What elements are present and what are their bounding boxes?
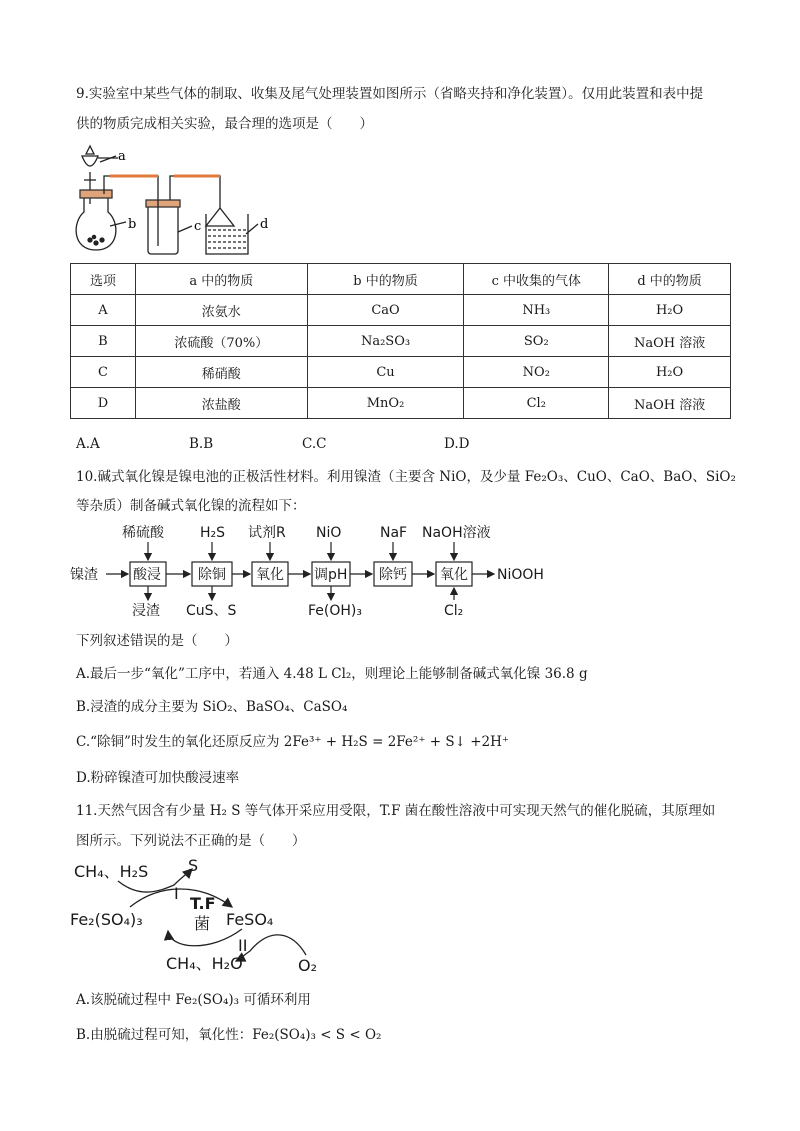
label-c: c — [194, 219, 202, 234]
table-cell: Na₂SO₃ — [307, 326, 464, 357]
table-header-cell: b 中的物质 — [307, 264, 464, 295]
table-cell: H₂O — [609, 295, 731, 326]
catalyst-label-2: 菌 — [194, 914, 211, 933]
step-label: 除铜 — [198, 567, 226, 583]
table-header-cell: d 中的物质 — [609, 264, 731, 295]
input-label: NiO — [316, 525, 342, 541]
input-label: 稀硫酸 — [122, 525, 164, 541]
table-cell: B — [71, 326, 136, 357]
q11-option-a[interactable]: A.该脱硫过程中 Fe₂(SO₄)₃ 可循环利用 — [76, 992, 311, 1008]
q11-option-b[interactable]: B.由脱硫过程可知，氧化性：Fe₂(SO₄)₃ < S < O₂ — [76, 1027, 382, 1043]
catalyst-label: T.F — [190, 894, 216, 913]
table-row — [71, 295, 731, 326]
table-cell: 浓盐酸 — [135, 388, 307, 419]
table-cell: NaOH 溶液 — [609, 326, 731, 357]
table-row — [71, 357, 731, 388]
flow-start-label: 镍渣 — [70, 567, 98, 583]
table-cell: CaO — [307, 295, 464, 326]
output-label: 浸渣 — [132, 603, 160, 619]
table-header-cell: a 中的物质 — [135, 264, 307, 295]
table-cell: C — [71, 357, 136, 388]
q9-choice-a[interactable]: A.A — [76, 436, 100, 452]
step-label: 调pH — [314, 567, 348, 583]
desulfurization-cycle-diagram — [70, 855, 340, 979]
q11-stem-line1: 11.天然气因含有少量 H₂ S 等气体开采应用受限，T.F 菌在酸性溶液中可实现天然气的催化脱硫，其原理如 — [76, 803, 716, 819]
q9-choice-b[interactable]: B.B — [189, 436, 214, 452]
label-d: d — [260, 217, 269, 232]
q9-stem-line2: 供的物质完成相关实验，最合理的选项是（ ） — [76, 116, 373, 132]
left-compound-label: Fe₂(SO₄)₃ — [70, 910, 143, 929]
input-label: NaF — [380, 525, 408, 541]
table-cell: MnO₂ — [307, 388, 464, 419]
label-b: b — [128, 217, 137, 232]
q10-option-d[interactable]: D.粉碎镍渣可加快酸浸速率 — [76, 770, 240, 786]
input-label: NaOH溶液 — [422, 525, 491, 541]
q9-options-table — [70, 263, 731, 419]
table-cell: Cl₂ — [464, 388, 609, 419]
separatory-funnel-icon — [82, 156, 98, 166]
table-cell: NO₂ — [464, 357, 609, 388]
funnel-stopper-icon — [86, 146, 94, 154]
collecting-bottle-icon — [148, 204, 178, 254]
process-flow-diagram — [70, 520, 570, 626]
table-cell: NaOH 溶液 — [609, 388, 731, 419]
table-header-cell: 选项 — [71, 264, 136, 295]
step-label: 氧化 — [440, 567, 468, 583]
bottom-input-label: Cl₂ — [444, 603, 464, 619]
table-cell: A — [71, 295, 136, 326]
table-cell: 浓氨水 — [135, 295, 307, 326]
inverted-funnel-icon — [206, 208, 234, 226]
input-label: 试剂R — [248, 525, 286, 541]
q9-choice-c[interactable]: C.C — [302, 436, 327, 452]
step-1-label: I — [174, 884, 179, 903]
q9-stem-line1: 9.实验室中某些气体的制取、收集及尾气处理装置如图所示（省略夹持和净化装置）。仅用此装置和表中提 — [76, 86, 704, 102]
gas-apparatus-diagram — [70, 142, 290, 260]
q9-choice-d[interactable]: D.D — [444, 436, 470, 452]
table-row — [71, 388, 731, 419]
step-label: 除钙 — [379, 567, 407, 583]
label-a: a — [118, 149, 126, 164]
output-label: CuS、S — [186, 603, 237, 619]
table-cell: Cu — [307, 357, 464, 388]
table-cell: H₂O — [609, 357, 731, 388]
step-label: 酸浸 — [133, 567, 161, 583]
q11-stem-line2: 图所示。下列说法不正确的是（ ） — [76, 833, 306, 849]
table-header-cell: c 中收集的气体 — [464, 264, 609, 295]
step-label: 氧化 — [256, 567, 284, 583]
step-2-label: II — [238, 936, 248, 955]
right-compound-label: FeSO₄ — [226, 910, 274, 929]
q10-option-a[interactable]: A.最后一步“氧化”工序中，若通入 4.48 L Cl₂，则理论上能够制备碱式氧化镍 36.8 g — [76, 666, 588, 682]
q10-stem-line2: 等杂质）制备碱式氧化镍的流程如下： — [76, 498, 306, 514]
flow-end-label: NiOOH — [497, 567, 544, 583]
table-cell: D — [71, 388, 136, 419]
table-row — [71, 326, 731, 357]
output-bottom-label: CH₄、H₂O — [166, 954, 243, 973]
table-cell: 浓硫酸（70%） — [135, 326, 307, 357]
q10-option-b[interactable]: B.浸渣的成分主要为 SiO₂、BaSO₄、CaSO₄ — [76, 699, 348, 715]
input-label: H₂S — [200, 525, 226, 541]
output-label: Fe(OH)₃ — [308, 603, 362, 619]
table-cell: NH₃ — [464, 295, 609, 326]
table-cell: SO₂ — [464, 326, 609, 357]
table-header-row — [71, 264, 731, 295]
output-top-label: S — [188, 856, 199, 875]
q10-option-c[interactable]: C.“除铜”时发生的氧化还原反应为 2Fe³⁺ + H₂S = 2Fe²⁺ + S↓ +2H⁺ — [76, 734, 509, 750]
q10-prompt: 下列叙述错误的是（ ） — [76, 633, 238, 649]
table-cell: 稀硝酸 — [135, 357, 307, 388]
q10-stem-line1: 10.碱式氧化镍是镍电池的正极活性材料。利用镍渣（主要含 NiO，及少量 Fe₂O₃、CuO、CaO、BaO、SiO₂ — [76, 469, 736, 485]
input-top-label: CH₄、H₂S — [74, 862, 149, 881]
input-bottom-label: O₂ — [298, 956, 318, 975]
